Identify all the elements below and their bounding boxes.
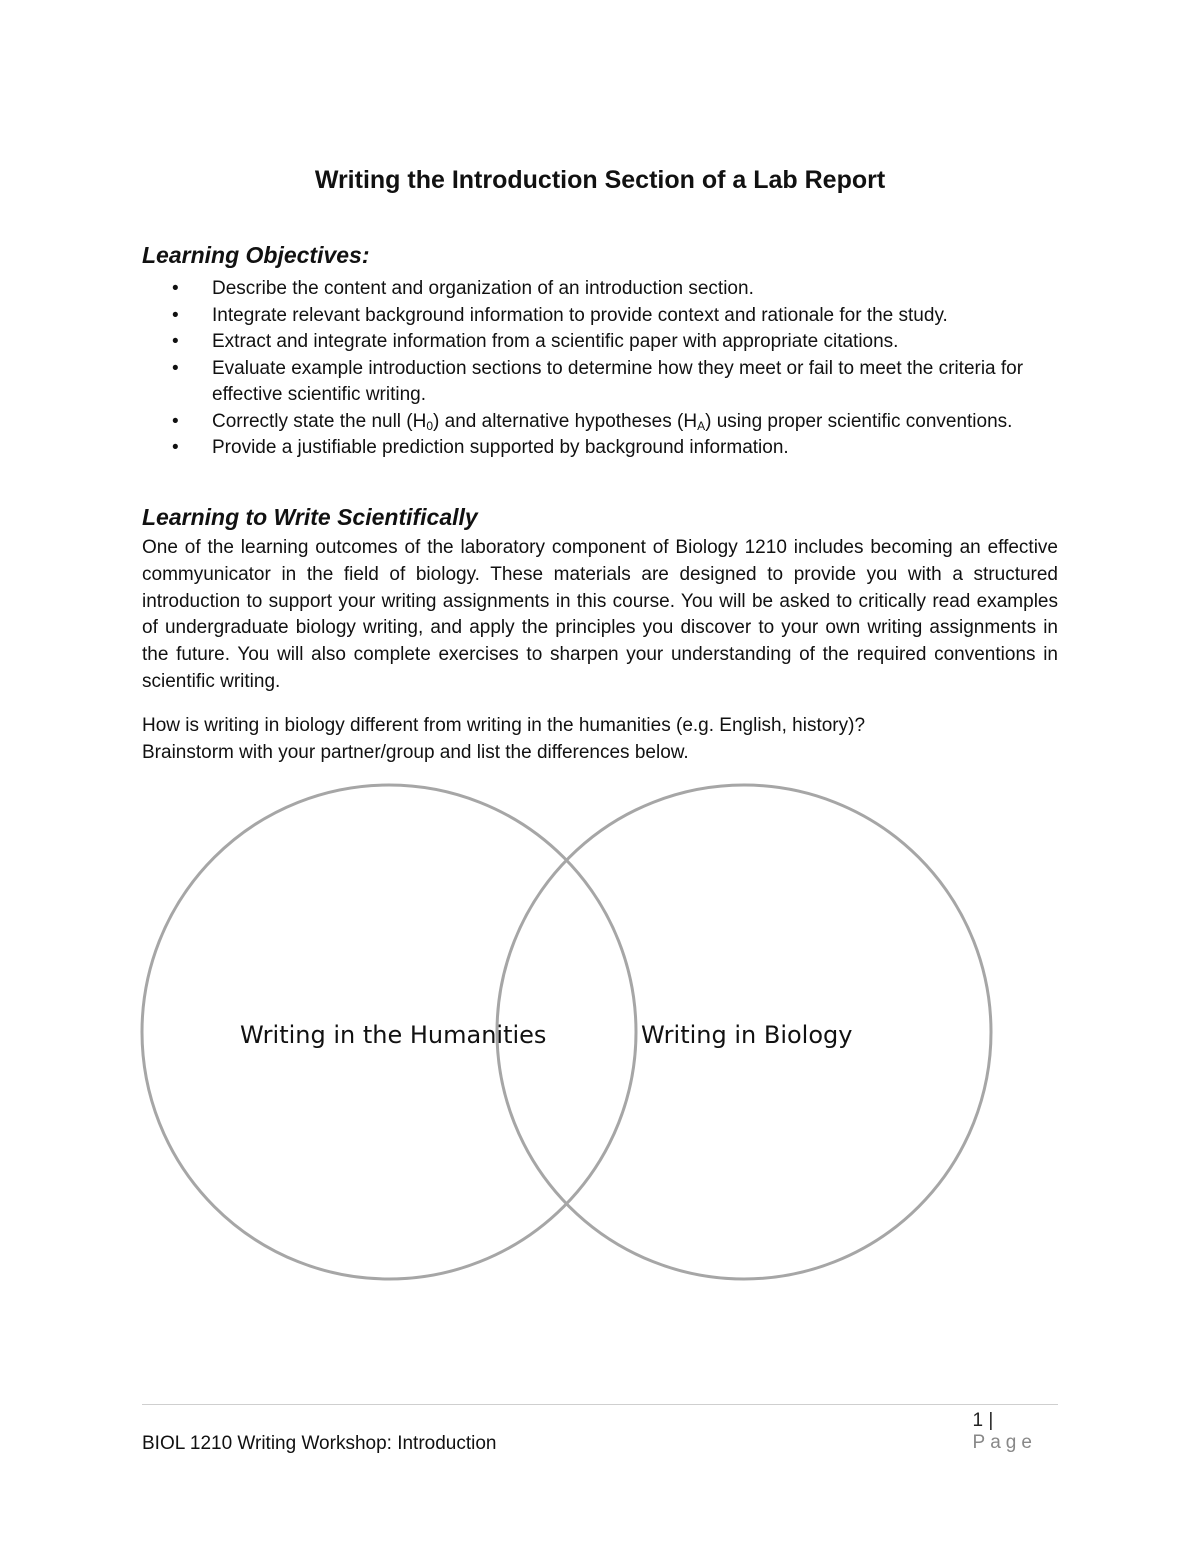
hypothesis-text-end: ) using proper scientific conventions. [705, 410, 1013, 432]
venn-label-biology: Writing in Biology [641, 1021, 853, 1049]
page-word: Page [972, 1432, 1037, 1453]
alternative-hypothesis-subscript: A [697, 418, 706, 433]
learning-objectives-heading: Learning Objectives: [142, 242, 370, 268]
list-item: • Evaluate example introduction sections to determine how they meet or fail to meet the criteria for effective scientific writing. [142, 356, 1062, 409]
learning-to-write-heading: Learning to Write Scientifically [142, 504, 478, 530]
question-line-1: How is writing in biology different from writing in the humanities (e.g. English, history)? [142, 715, 866, 736]
hypothesis-text-middle: ) and alternative hypotheses (H [433, 410, 698, 432]
list-item: • Describe the content and organization of an introduction section. [142, 276, 1062, 303]
question-line-2: Brainstorm with your partner/group and list the differences below. [142, 742, 689, 763]
footer-course-text: BIOL 1210 Writing Workshop: Introduction [142, 1433, 497, 1454]
page-number-value: 1 [972, 1410, 984, 1431]
page-separator: | [988, 1410, 994, 1431]
page-number [973, 1410, 1058, 1454]
hypothesis-text-start: Correctly state the null (H [212, 410, 427, 432]
footer-divider [142, 1404, 1058, 1405]
venn-label-humanities: Writing in the Humanities [240, 1021, 547, 1049]
list-item: • Extract and integrate information from a scientific paper with appropriate citations. [142, 329, 1062, 356]
null-hypothesis-subscript: 0 [426, 418, 434, 433]
intro-paragraph: One of the learning outcomes of the laboratory component of Biology 1210 includes becoming an effective commyunicator in the field of biology. These materials are designed to provide you with a structured introduction to support your writing assignments in this course. You will be asked to critically read examples of undergraduate biology writing, and apply the principles you discover to your own writing assignments in the future. You will also complete exercises to sharpen your understanding of the required conventions in scientific writing. [142, 537, 1058, 692]
list-item: • Provide a justifiable prediction supported by background information. [142, 435, 1062, 462]
page-title: Writing the Introduction Section of a Lab Report [314, 166, 886, 194]
list-item: • Integrate relevant background information to provide context and rationale for the study. [142, 303, 1062, 330]
